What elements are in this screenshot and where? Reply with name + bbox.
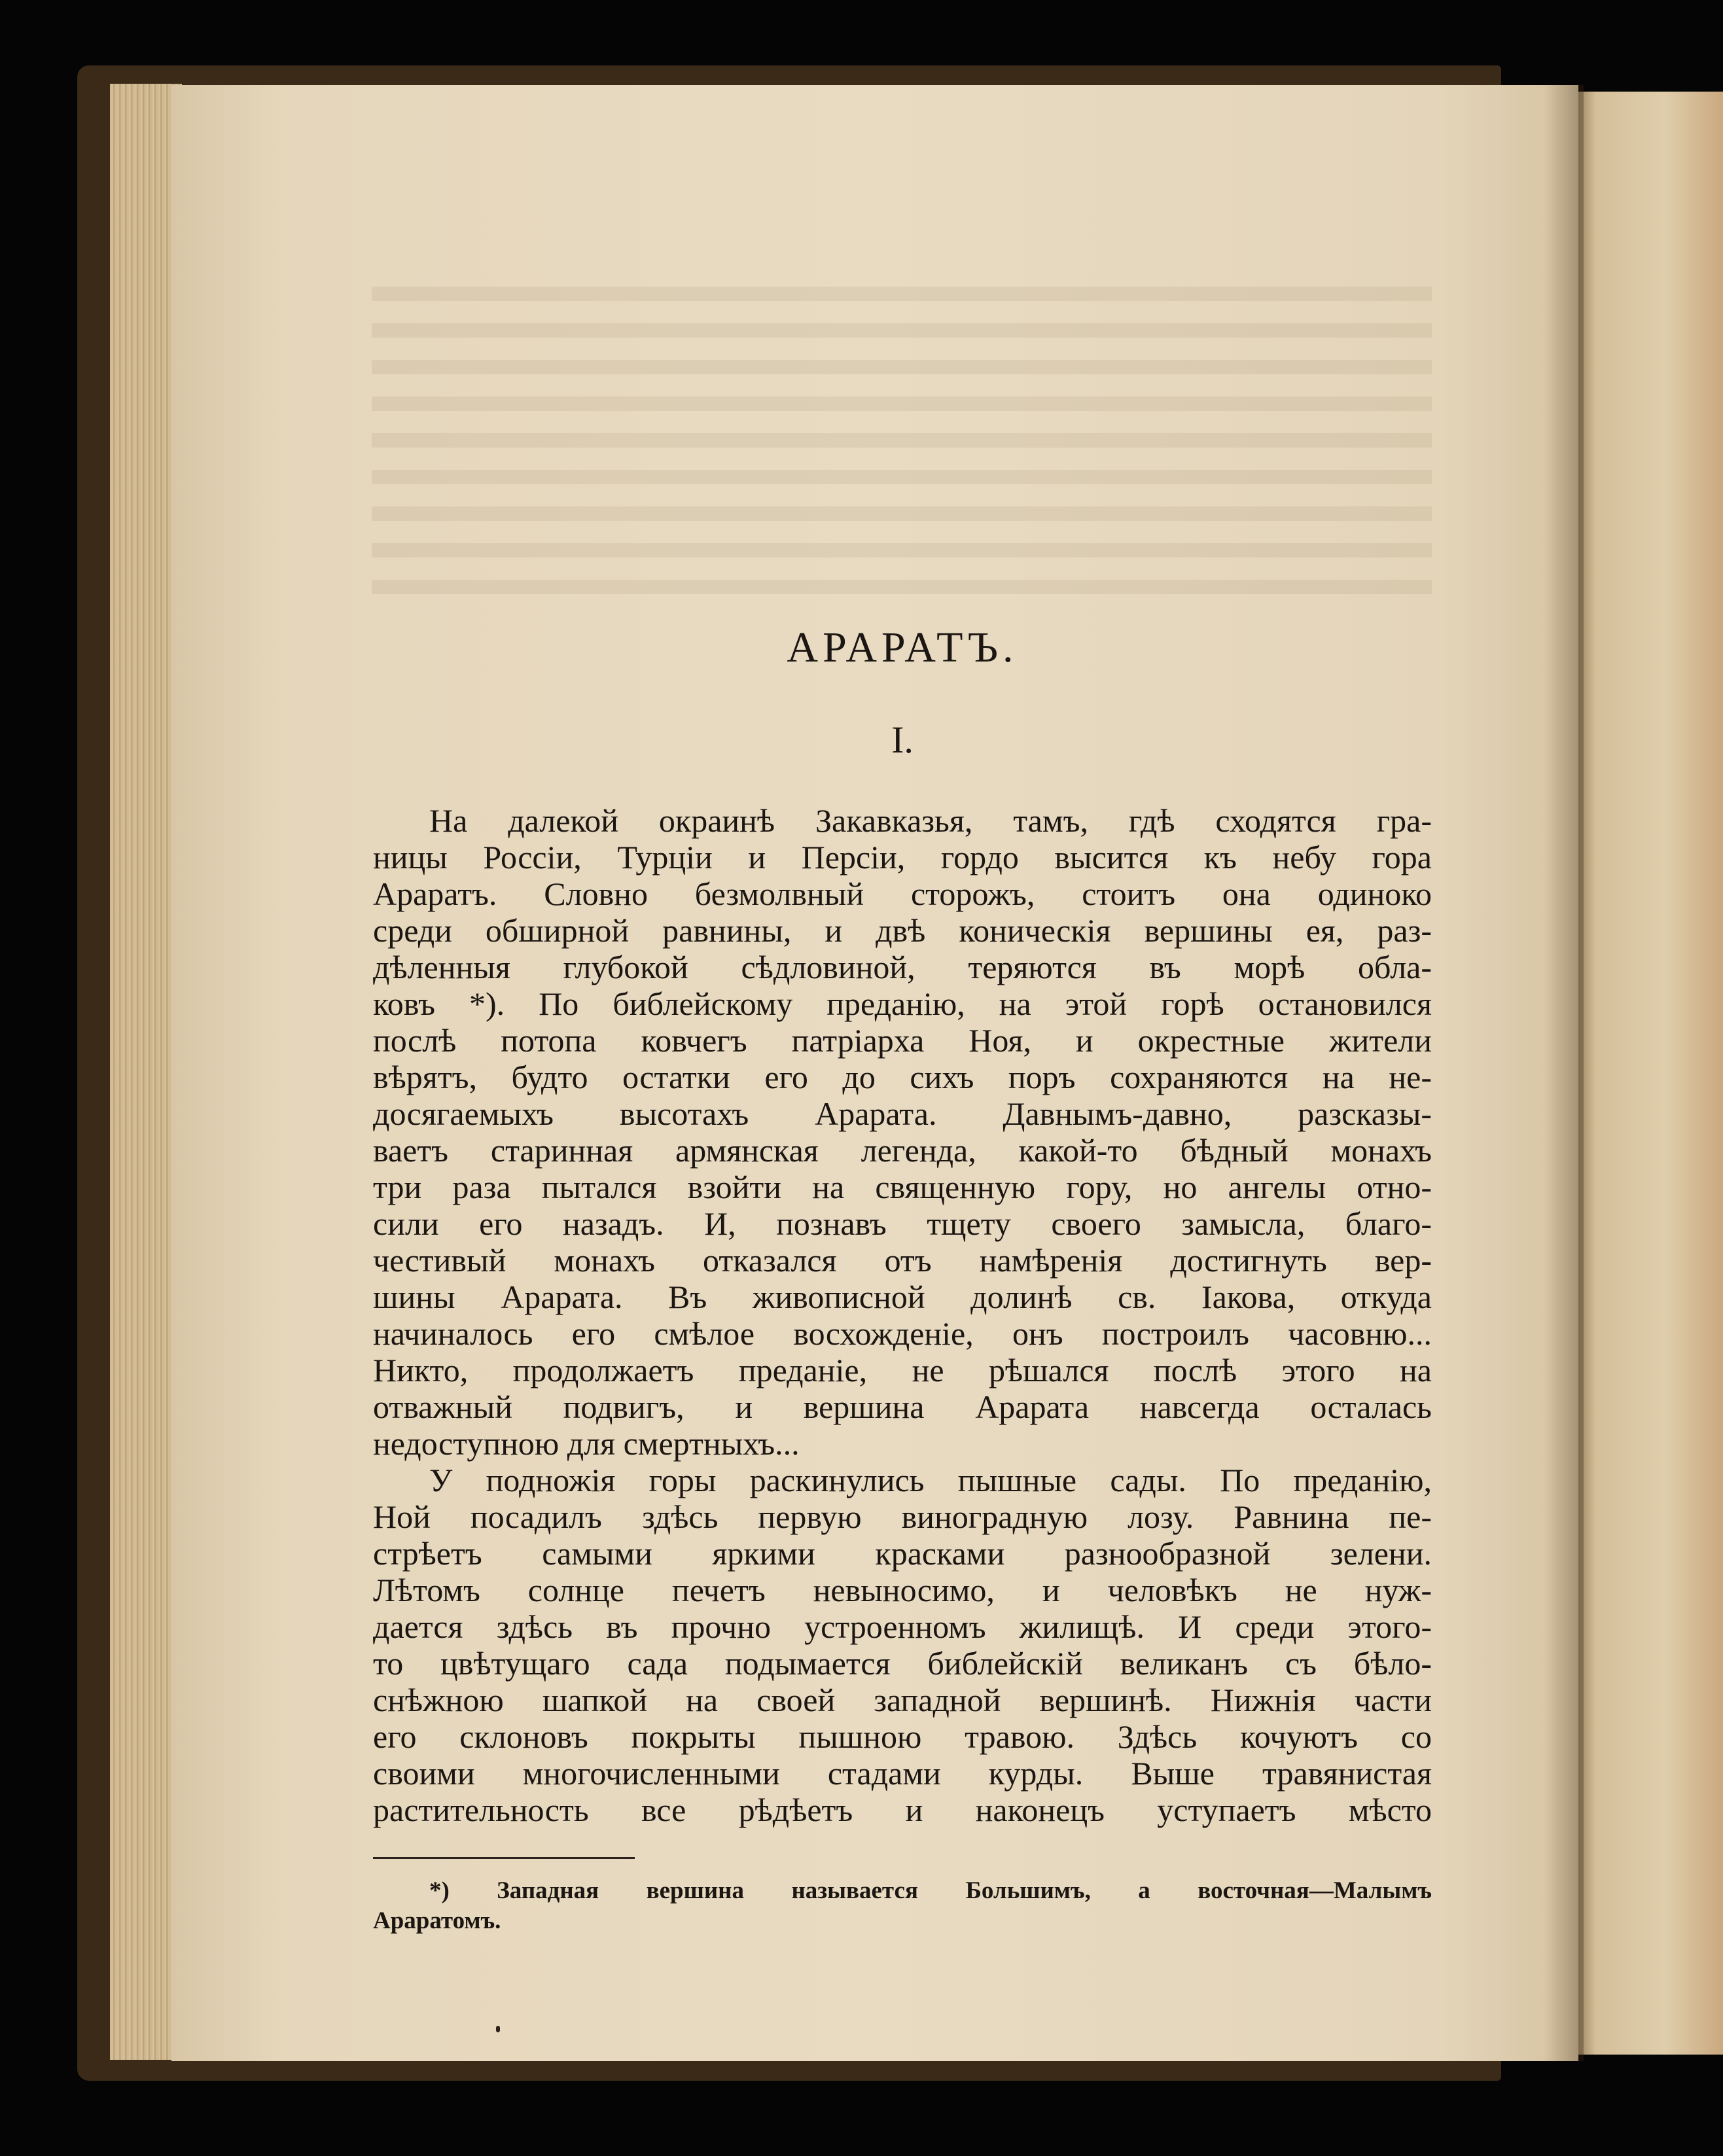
- text-line: шины Арарата. Въ живописной долинѣ св. Іакова, откуда: [373, 1279, 1432, 1315]
- text-line: Никто, продолжаетъ преданіе, не рѣшался послѣ этого на: [373, 1352, 1432, 1388]
- footnote-line: Араратомъ.: [373, 1907, 501, 1934]
- text-line: недоступною для смертныхъ...: [373, 1425, 800, 1462]
- footnote-divider: [373, 1857, 635, 1859]
- text-line: сили его назадъ. И, познавъ тщету своего замысла, благо-: [373, 1205, 1432, 1242]
- text-line: три раза пытался взойти на священную гору, но ангелы отно-: [373, 1169, 1432, 1205]
- text-line: стрѣетъ самыми яркими красками разнообразной зелени.: [373, 1535, 1432, 1572]
- text-line: начиналось его смѣлое восхожденіе, онъ построилъ часовню...: [373, 1315, 1432, 1352]
- text-line: честивый монахъ отказался отъ намѣренія достигнуть вер-: [373, 1242, 1432, 1279]
- text-line: то цвѣтущаго сада подымается библейскій великанъ съ бѣло-: [373, 1645, 1432, 1682]
- text-line: Лѣтомъ солнце печетъ невыносимо, и человѣкъ не нуж-: [373, 1572, 1432, 1608]
- text-line: У подножія горы раскинулись пышные сады. По преданію,: [429, 1462, 1432, 1498]
- next-page-edge: [1578, 92, 1723, 2055]
- text-line: Араратъ. Словно безмолвный сторожъ, стоитъ она одиноко: [373, 875, 1432, 912]
- text-line: ницы Россіи, Турціи и Персіи, гордо высится къ небу гора: [373, 839, 1432, 875]
- text-line: послѣ потопа ковчегъ патріарха Ноя, и окрестные жители: [373, 1022, 1432, 1059]
- text-line: ваетъ старинная армянская легенда, какой-то бѣдный монахъ: [373, 1132, 1432, 1169]
- text-line: досягаемыхъ высотахъ Арарата. Давнымъ-давно, разсказы-: [373, 1095, 1432, 1132]
- text-line: своими многочисленными стадами курды. Выше травянистая: [373, 1755, 1432, 1792]
- gutter-shadow: [1544, 85, 1584, 2061]
- text-line: дѣленныя глубокой сѣдловиной, теряются въ морѣ обла-: [373, 949, 1432, 985]
- text-line: растительность все рѣдѣетъ и наконецъ уступаетъ мѣсто: [373, 1792, 1432, 1828]
- text-line: дается здѣсь въ прочно устроенномъ жилищѣ. И среди этого-: [373, 1608, 1432, 1645]
- text-line: среди обширной равнины, и двѣ коническія вершины ея, раз-: [373, 912, 1432, 949]
- chapter-title: АРАРАТЪ.: [787, 624, 1018, 671]
- page-text: [373, 622, 1432, 1936]
- text-line: ковъ *). По библейскому преданію, на этой горѣ остановился: [373, 985, 1432, 1022]
- footnote-line: *) Западная вершина называется Большимъ, а восточная—Малымъ: [429, 1877, 1432, 1904]
- text-line: На далекой окраинѣ Закавказья, тамъ, гдѣ сходятся гра-: [429, 802, 1432, 839]
- paragraph-2: [373, 1462, 1432, 1828]
- text-line: его склоновъ покрыты пышною травою. Здѣсь кочуютъ со: [373, 1718, 1432, 1755]
- paragraph-1: [373, 802, 1432, 1462]
- show-through-text: [372, 268, 1432, 609]
- text-line: снѣжною шапкой на своей западной вершинѣ. Нижнія части: [373, 1682, 1432, 1718]
- footnote: [373, 1876, 1432, 1936]
- ink-speck: [496, 2026, 500, 2032]
- section-number: I.: [891, 718, 914, 761]
- text-line: Ной посадилъ здѣсь первую виноградную лозу. Равнина пе-: [373, 1498, 1432, 1535]
- text-line: отважный подвигъ, и вершина Арарата навсегда осталась: [373, 1388, 1432, 1425]
- text-line: вѣрятъ, будто остатки его до сихъ поръ сохраняются на не-: [373, 1059, 1432, 1095]
